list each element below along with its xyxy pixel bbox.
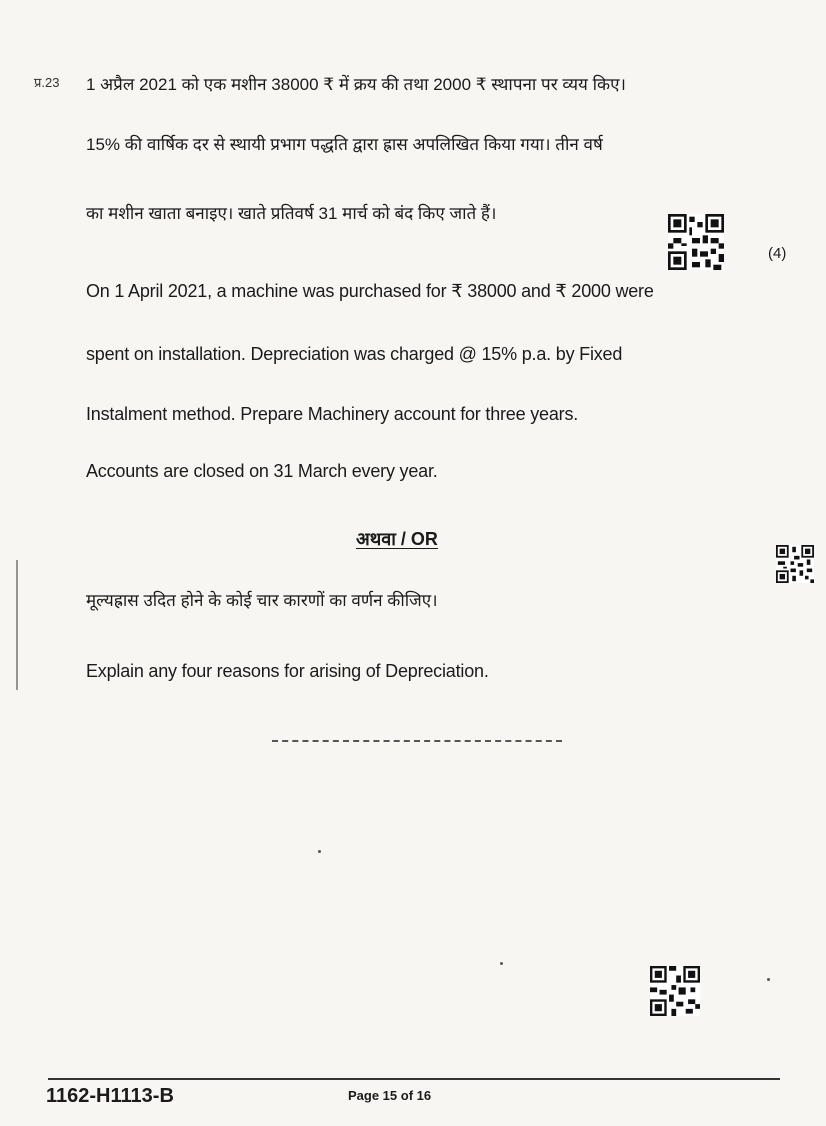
hindi-question-line-1: 1 अप्रैल 2021 को एक मशीन 38000 ₹ में क्रय की तथा 2000 ₹ स्थापना पर व्यय किए। <box>86 75 626 94</box>
english-question-line-1: On 1 April 2021, a machine was purchased for ₹ 38000 and ₹ 2000 were <box>86 281 654 301</box>
footer-rule <box>48 1078 780 1080</box>
english-question-line-2: spent on installation. Depreciation was charged @ 15% p.a. by Fixed <box>86 344 623 364</box>
hindi-question-line-3: का मशीन खाता बनाइए। खाते प्रतिवर्ष 31 मार्च को बंद किए जाते हैं। <box>86 204 497 223</box>
paper-code: 1162-H1113-B <box>46 1085 174 1107</box>
english-question-line-3: Instalment method. Prepare Machinery account for three years. <box>86 404 579 424</box>
question-number: प्र.23 <box>34 75 60 90</box>
scan-speck <box>767 978 770 981</box>
alternative-question-english: Explain any four reasons for arising of Depreciation. <box>86 661 489 681</box>
scan-speck <box>500 962 503 965</box>
scan-speck <box>318 850 321 853</box>
end-of-question-divider <box>272 740 562 742</box>
page-number: Page 15 of 16 <box>348 1088 432 1103</box>
qr-code-icon <box>650 966 700 1016</box>
page-edge-mark <box>16 560 18 690</box>
hindi-question-line-2: 15% की वार्षिक दर से स्थायी प्रभाग पद्धति द्वारा ह्रास अपलिखित किया गया। तीन वर्ष <box>86 135 603 154</box>
alternative-question-hindi: मूल्यह्रास उदित होने के कोई चार कारणों का वर्णन कीजिए। <box>86 591 438 610</box>
question-marks: (4) <box>768 245 787 262</box>
qr-code-icon <box>668 214 724 270</box>
english-question-line-4: Accounts are closed on 31 March every year. <box>86 461 438 481</box>
or-heading: अथवा / OR <box>356 529 438 549</box>
qr-code-icon <box>776 545 814 583</box>
